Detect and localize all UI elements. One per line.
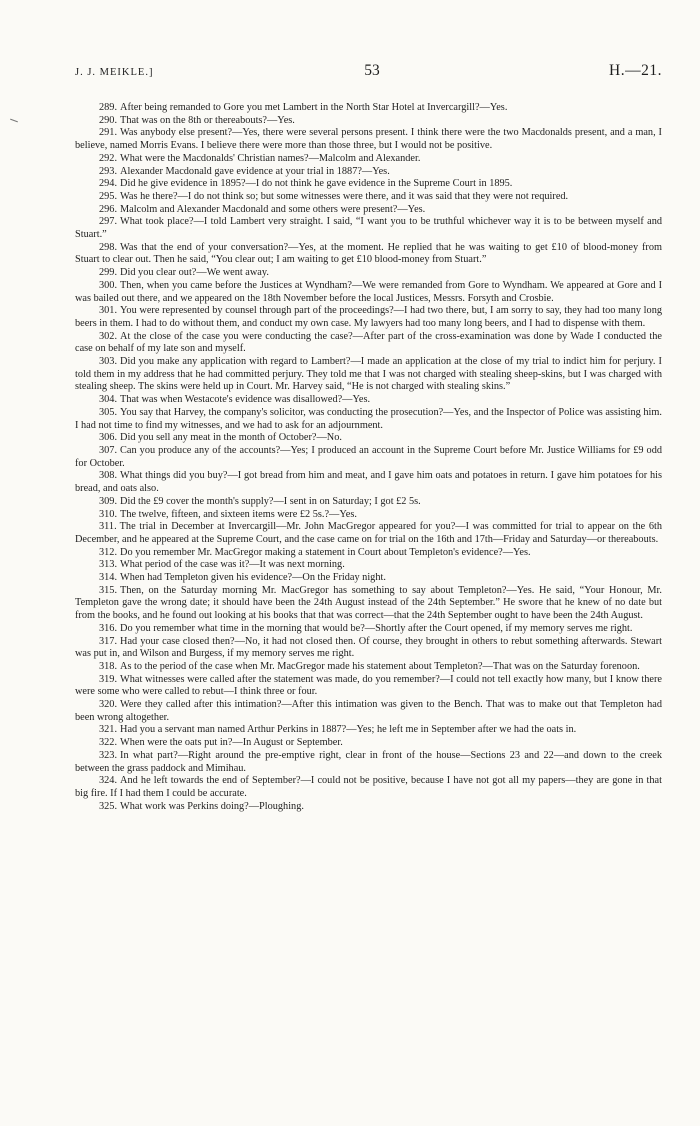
testimony-entry bbox=[75, 674, 662, 699]
question-number: 297. bbox=[99, 216, 118, 228]
testimony-entry bbox=[75, 445, 662, 470]
testimony-entry bbox=[75, 216, 662, 241]
testimony-entry bbox=[75, 356, 662, 394]
question-number: 321. bbox=[99, 724, 118, 736]
question-number: 304. bbox=[99, 394, 118, 406]
witness-name: J. J. MEIKLE.] bbox=[75, 67, 154, 78]
question-answer-text: Did you make any application with regard to Lambert?—I made an application at the close of my trial to indict him for perjury. I told them in my address that he had committed perjury. They told me that I was not charged with stealing sheep-skins, but I was charged with stealing sheep. The skins were held up in Court. Mr. Harvey said, “He is not charged with stealing skins.” bbox=[75, 356, 662, 393]
question-answer-text: Did the £9 cover the month's supply?—I sent in on Saturday; I got £2 5s. bbox=[120, 495, 421, 507]
question-number: 308. bbox=[99, 470, 118, 482]
testimony-entry bbox=[75, 737, 662, 750]
testimony-entry bbox=[75, 432, 662, 445]
question-answer-text: What were the Macdonalds' Christian names?—Malcolm and Alexander. bbox=[120, 152, 421, 164]
question-answer-text: When had Templeton given his evidence?—On the Friday night. bbox=[120, 572, 386, 584]
testimony-entry bbox=[75, 153, 662, 166]
question-answer-text: Do you remember Mr. MacGregor making a statement in Court about Templeton's evidence?—Yes. bbox=[120, 546, 531, 558]
question-answer-text: The trial in December at Invercargill—Mr. John MacGregor appeared for you?—I was committed for trial to appear on the 6th December, and he appeared at the Supreme Court, and the case came on for trial on the 16th and 17th—Friday and Saturday—or thereabouts. bbox=[75, 521, 662, 545]
testimony-entry bbox=[75, 623, 662, 636]
question-answer-text: Did you clear out?—We went away. bbox=[120, 267, 269, 279]
question-answer-text: That was when Westacote's evidence was disallowed?—Yes. bbox=[120, 394, 371, 406]
question-answer-text: What witnesses were called after the statement was made, do you remember?—I could not tell exactly how many, but I know there were some who were called to rebut—I think three or four. bbox=[75, 673, 662, 698]
testimony-entry bbox=[75, 636, 662, 661]
question-number: 306. bbox=[99, 432, 118, 444]
question-number: 313. bbox=[99, 559, 118, 571]
question-answer-text: Did you sell any meat in the month of October?—No. bbox=[120, 432, 342, 444]
page-number: 53 bbox=[364, 62, 380, 79]
testimony-entry bbox=[75, 102, 662, 115]
page-header bbox=[75, 62, 662, 102]
question-answer-text: Alexander Macdonald gave evidence at your trial in 1887?—Yes. bbox=[120, 165, 390, 177]
question-answer-text: What work was Perkins doing?—Ploughing. bbox=[120, 800, 304, 812]
question-answer-text: Do you remember what time in the morning that would be?—Shortly after the Court opened, if my memory serves me right. bbox=[120, 622, 633, 634]
question-answer-text: When were the oats put in?—In August or September. bbox=[120, 737, 343, 749]
question-answer-text: You were represented by counsel through part of the proceedings?—I had two there, but, I am sorry to say, they had too many long beers in them. I had to do without them, and conduct my own case. My lawyers had too many long beers, and I had to dispense with them. bbox=[75, 305, 662, 329]
question-number: 307. bbox=[99, 444, 118, 456]
question-number: 309. bbox=[99, 495, 118, 507]
question-answer-text: Was anybody else present?—Yes, there were several persons present. I think there were the two Macdonalds present, and a man, I believe, named Morris Evans. I believe there were more than those three, but I would not be positive. bbox=[75, 127, 662, 152]
testimony-entry bbox=[75, 267, 662, 280]
testimony-entry bbox=[75, 509, 662, 522]
question-answer-text: The twelve, fifteen, and sixteen items were £2 5s.?—Yes. bbox=[120, 508, 357, 520]
question-number: 310. bbox=[99, 508, 118, 520]
question-answer-text: At the close of the case you were conducting the case?—After part of the cross-examination was done by Wade I conducted the case on behalf of my late son and myself. bbox=[75, 330, 662, 355]
question-answer-text: Had your case closed then?—No, it had not closed then. Of course, they brought in others to rebut something afterwards. Stewart was put in, and Wilson and Burgess, if my memory serves me right. bbox=[75, 635, 662, 660]
question-number: 323. bbox=[99, 749, 118, 761]
question-number: 319. bbox=[99, 673, 118, 685]
question-number: 303. bbox=[99, 356, 118, 368]
testimony-entry bbox=[75, 547, 662, 560]
margin-mark bbox=[10, 119, 18, 123]
testimony-entry bbox=[75, 280, 662, 305]
question-number: 316. bbox=[99, 622, 118, 634]
testimony-entry bbox=[75, 699, 662, 724]
question-answer-text: What took place?—I told Lambert very straight. I said, “I want you to be truthful whichever way it is to be between myself and Stuart.” bbox=[75, 216, 662, 241]
testimony-entry bbox=[75, 724, 662, 737]
testimony-entry bbox=[75, 115, 662, 128]
testimony-entry bbox=[75, 750, 662, 775]
question-number: 294. bbox=[99, 178, 118, 190]
testimony-entry bbox=[75, 585, 662, 623]
question-number: 325. bbox=[99, 800, 118, 812]
question-number: 320. bbox=[99, 699, 118, 711]
question-answer-text: As to the period of the case when Mr. MacGregor made his statement about Templeton?—That was on the Saturday forenoon. bbox=[120, 660, 640, 672]
question-answer-text: Was he there?—I do not think so; but some witnesses were there, and it was said that they were not required. bbox=[120, 190, 569, 202]
question-answer-text: Were they called after this intimation?—After this intimation was given to the Bench. That was to make out that Templeton had been wrong altogether. bbox=[75, 699, 662, 723]
testimony-entry bbox=[75, 242, 662, 267]
question-number: 296. bbox=[99, 203, 118, 215]
question-number: 292. bbox=[99, 152, 118, 164]
question-number: 293. bbox=[99, 165, 118, 177]
testimony-body bbox=[75, 102, 662, 813]
question-number: 290. bbox=[99, 114, 118, 126]
question-answer-text: In what part?—Right around the pre-emptive right, clear in front of the house—Sections 23 and 22—and down to the creek between the grass paddock and Mimihau. bbox=[75, 749, 662, 774]
question-number: 314. bbox=[99, 572, 118, 584]
question-answer-text: Can you produce any of the accounts?—Yes; I produced an account in the Supreme Court before Mr. Justice Williams for £9 odd for October. bbox=[75, 444, 662, 469]
question-answer-text: You say that Harvey, the company's solicitor, was conducting the prosecution?—Yes, and the Inspector of Police was assisting him. I had not time to find my witnesses, and we had to ask for an adjournment. bbox=[75, 406, 662, 431]
testimony-entry bbox=[75, 166, 662, 179]
testimony-entry bbox=[75, 470, 662, 495]
testimony-entry bbox=[75, 191, 662, 204]
question-number: 291. bbox=[99, 127, 118, 139]
testimony-entry bbox=[75, 407, 662, 432]
question-answer-text: Then, on the Saturday morning Mr. MacGregor has something to say about Templeton?—Yes. He said, “Your Honour, Mr. Templeton gave the wrong date; it should have been the 24th August instead of the 24th September.” He swore that he knew of no date but from the books, and he found out looking at his books that that was correct—that the 24th September ought to have been the 24th August. bbox=[75, 584, 662, 622]
question-answer-text: That was on the 8th or thereabouts?—Yes. bbox=[120, 114, 295, 126]
question-number: 300. bbox=[99, 279, 118, 291]
testimony-entry bbox=[75, 331, 662, 356]
question-answer-text: What period of the case was it?—It was next morning. bbox=[120, 559, 345, 571]
question-answer-text: Malcolm and Alexander Macdonald and some others were present?—Yes. bbox=[120, 203, 426, 215]
question-number: 299. bbox=[99, 267, 118, 279]
testimony-entry bbox=[75, 661, 662, 674]
testimony-entry bbox=[75, 801, 662, 814]
question-answer-text: Did he give evidence in 1895?—I do not think he gave evidence in the Supreme Court in 1895. bbox=[120, 178, 513, 190]
question-number: 324. bbox=[99, 775, 118, 787]
question-answer-text: What things did you buy?—I got bread from him and meat, and I gave him oats and potatoes in return. I gave him potatoes for his bread, and oats also. bbox=[75, 470, 662, 495]
testimony-entry bbox=[75, 305, 662, 330]
question-answer-text: And he left towards the end of September?—I could not be positive, because I have not got all my papers—they are gone in that big fire. If I had them I could be accurate. bbox=[75, 775, 662, 799]
question-number: 301. bbox=[99, 305, 118, 317]
question-number: 295. bbox=[99, 190, 118, 202]
question-number: 315. bbox=[99, 584, 118, 596]
question-number: 289. bbox=[99, 102, 118, 113]
testimony-entry bbox=[75, 521, 662, 546]
testimony-entry bbox=[75, 496, 662, 509]
question-answer-text: After being remanded to Gore you met Lambert in the North Star Hotel at Invercargill?—Yes. bbox=[120, 102, 508, 113]
testimony-entry bbox=[75, 559, 662, 572]
testimony-entry bbox=[75, 178, 662, 191]
question-answer-text: Was that the end of your conversation?—Yes, at the moment. He replied that he was waiting to get £10 of blood-money from Stuart to clear out. Then he said, “You clear out; I am waiting to get £10 blood-money from Stuart.” bbox=[75, 241, 662, 266]
question-number: 322. bbox=[99, 737, 118, 749]
question-number: 318. bbox=[99, 660, 118, 672]
testimony-entry bbox=[75, 127, 662, 152]
testimony-entry bbox=[75, 572, 662, 585]
testimony-entry bbox=[75, 775, 662, 800]
question-number: 298. bbox=[99, 241, 118, 253]
question-answer-text: Had you a servant man named Arthur Perkins in 1887?—Yes; he left me in September after we had the oats in. bbox=[120, 724, 577, 736]
question-number: 317. bbox=[99, 635, 118, 647]
question-number: 305. bbox=[99, 406, 118, 418]
testimony-entry bbox=[75, 394, 662, 407]
question-number: 311. bbox=[99, 521, 117, 533]
testimony-entry bbox=[75, 204, 662, 217]
question-number: 302. bbox=[99, 330, 118, 342]
question-number: 312. bbox=[99, 546, 118, 558]
paper-reference: H.—21. bbox=[609, 62, 662, 79]
question-answer-text: Then, when you came before the Justices at Wyndham?—We were remanded from Gore to Wyndham. We appeared at Gore and I was bailed out there, and we appeared on the 18th November before the local Justices, Messrs. Forsyth and Crosbie. bbox=[75, 279, 662, 304]
